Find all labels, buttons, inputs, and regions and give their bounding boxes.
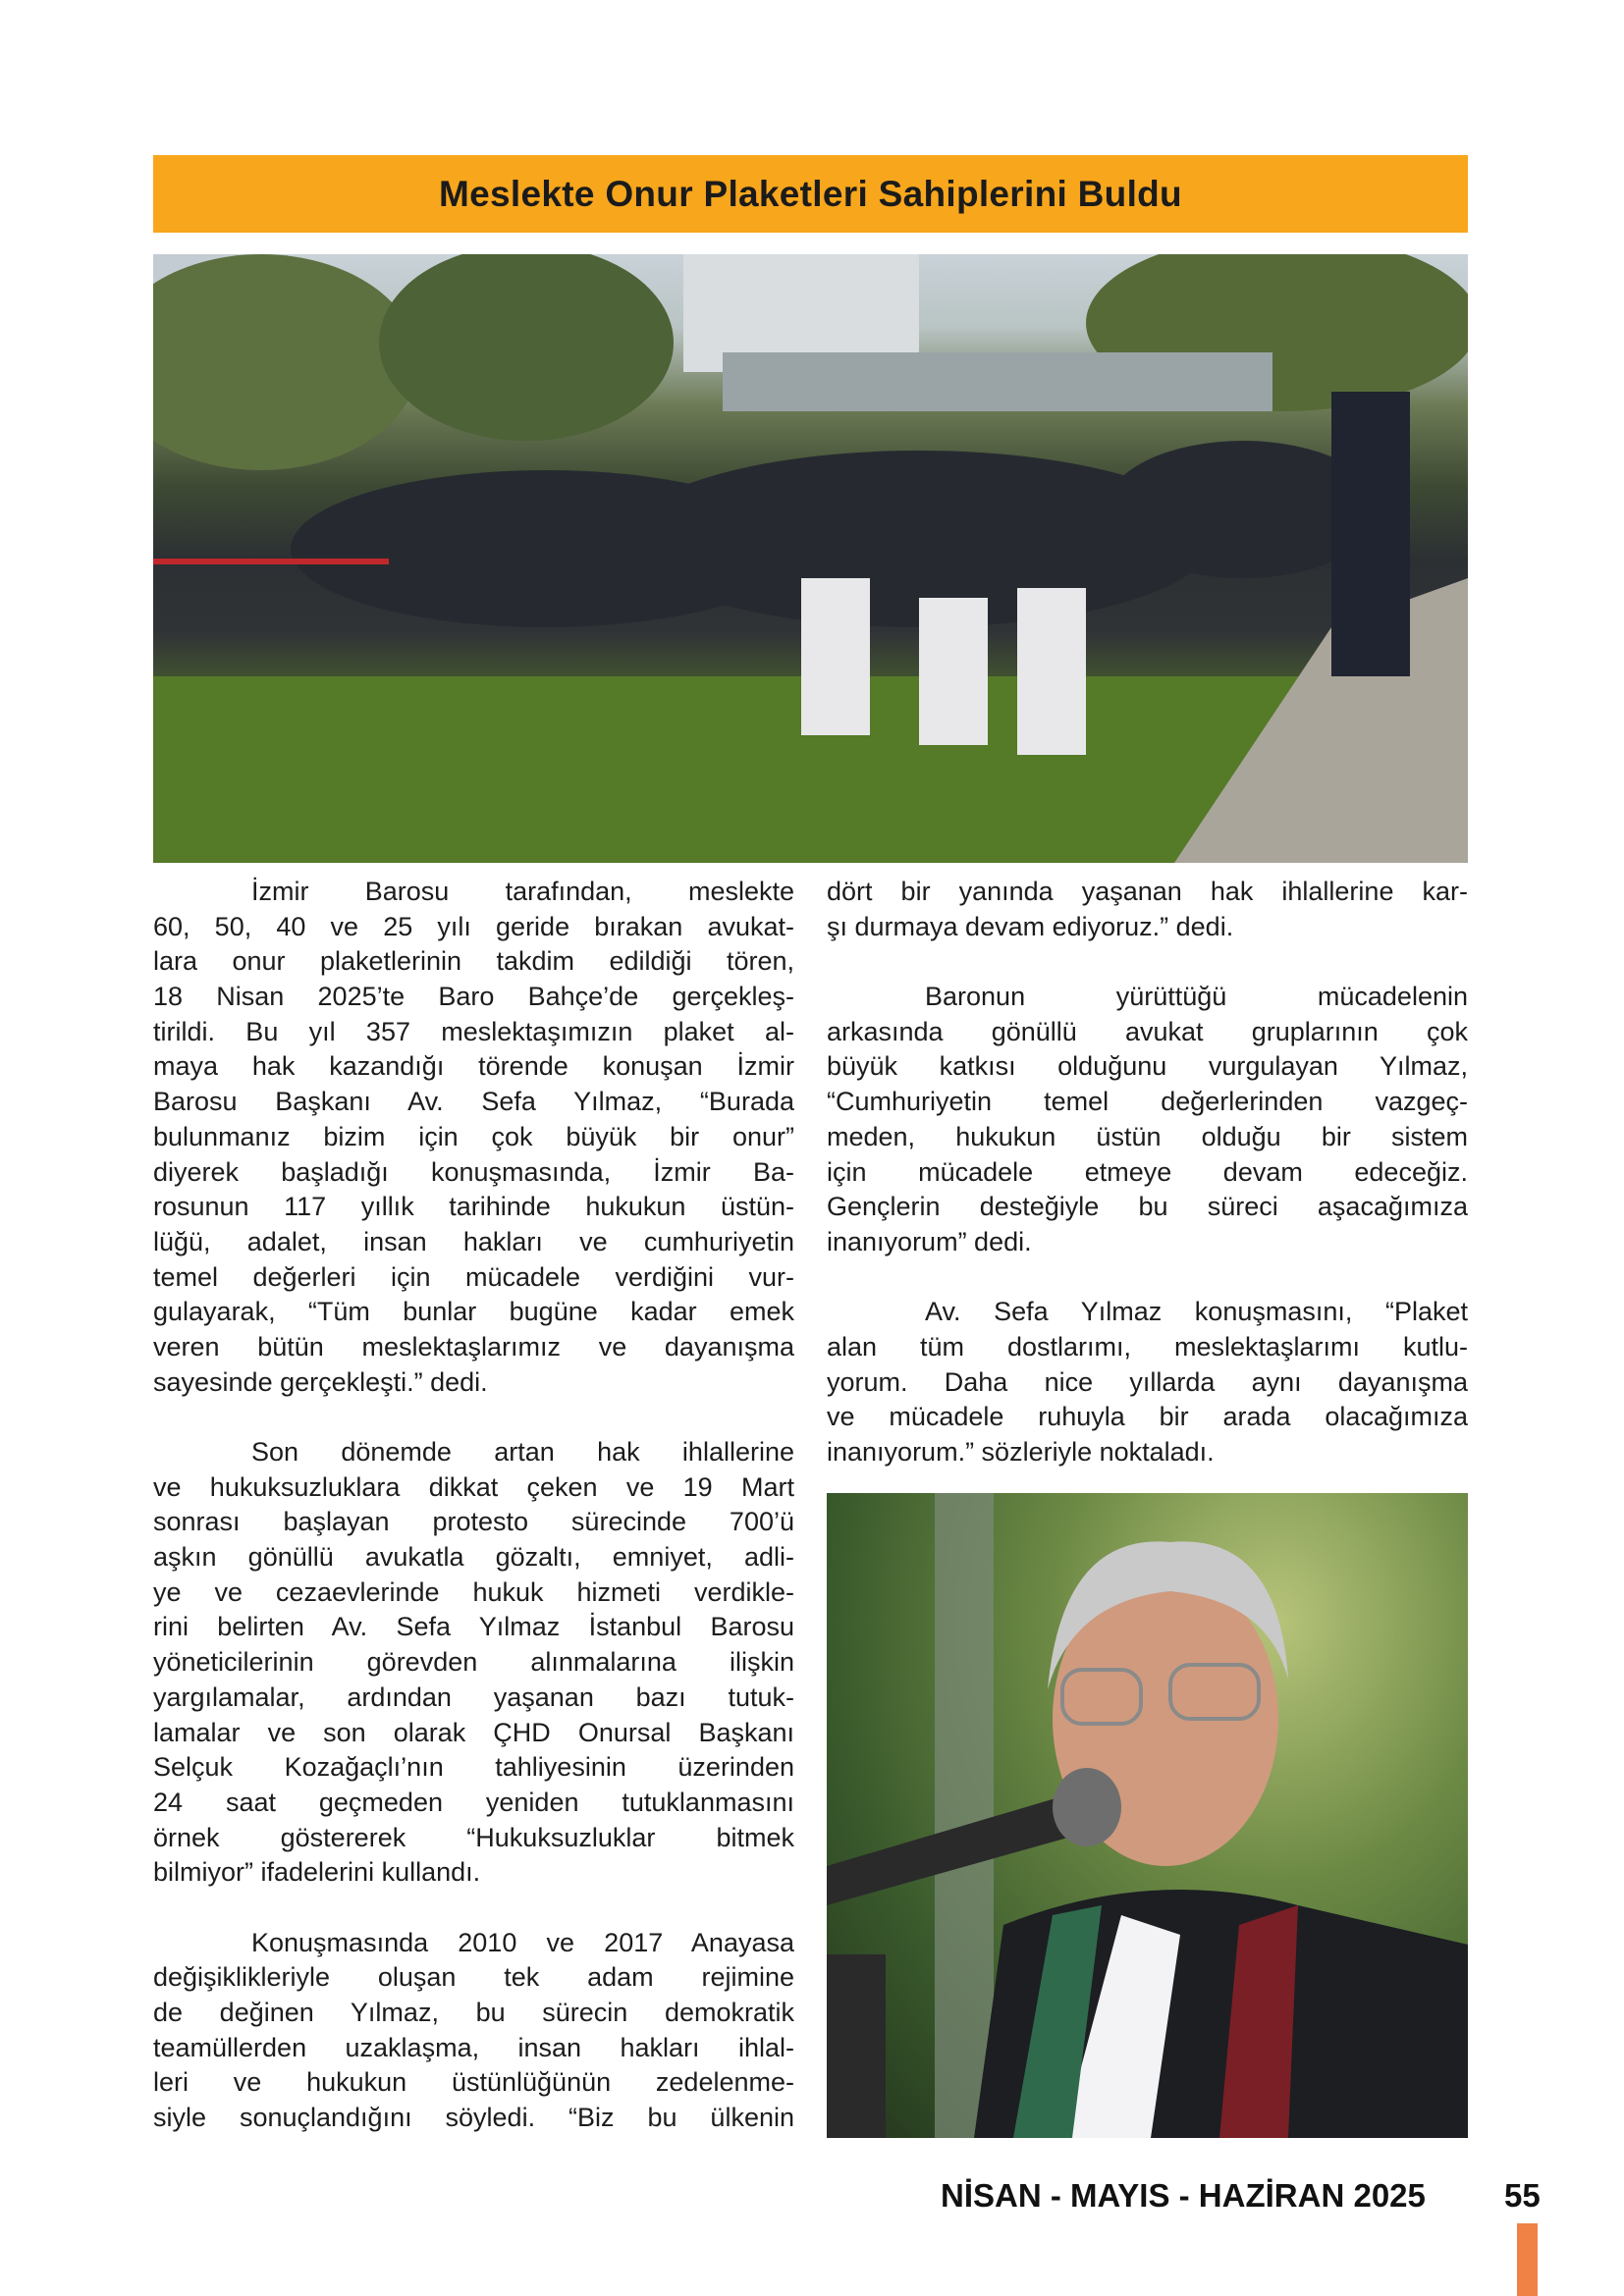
- text-line: maya hak kazandığı törende konuşan İzmir: [153, 1051, 794, 1082]
- crowd-photo-illustration: [153, 254, 1468, 863]
- text-line: sonrası başlayan protesto sürecinde 700’ü: [153, 1507, 794, 1537]
- text-line: meden, hukukun üstün olduğu bir sistem: [827, 1121, 1468, 1151]
- text-line: siyle sonuçlandığını söyledi. “Biz bu ülkenin: [153, 2103, 794, 2133]
- text-line: Gençlerin desteğiyle bu süreci aşacağımıza: [827, 1192, 1468, 1222]
- text-line: bulunmanız bizim için çok büyük bir onur”: [153, 1121, 794, 1151]
- text-line: İzmir Barosu tarafından, meslekte: [251, 877, 794, 906]
- text-line: gulayarak, “Tüm bunlar bugüne kadar emek: [153, 1297, 794, 1327]
- article-title: Meslekte Onur Plaketleri Sahiplerini Buldu: [439, 173, 1182, 214]
- text-line: rosunun 117 yıllık tarihinde hukukun üstün-: [153, 1192, 794, 1222]
- right-text-column: [827, 875, 1468, 1505]
- text-line: için mücadele etmeye devam edeceğiz.: [827, 1156, 1468, 1187]
- text-line: de değinen Yılmaz, bu sürecin demokratik: [153, 1998, 794, 2027]
- text-line: temel değerleri için mücadele verdiğini vur-: [153, 1261, 794, 1292]
- text-line: Konuşmasında 2010 ve 2017 Anayasa: [251, 1927, 794, 1957]
- speaker-portrait-photo: [827, 1493, 1468, 2138]
- paragraph: [827, 875, 1468, 944]
- text-line: sayesinde gerçekleşti.” dedi.: [153, 1366, 488, 1397]
- paragraph: [153, 1435, 794, 1891]
- text-line: değişiklikleriyle oluşan tek adam rejimine: [153, 1962, 794, 1993]
- text-line: yöneticilerinin görevden alınmalarına ilişkin: [153, 1647, 794, 1678]
- text-line: Baronun yürüttüğü mücadelenin: [925, 982, 1468, 1012]
- text-line: bilmiyor” ifadelerini kullandı.: [153, 1857, 481, 1888]
- text-line: Son dönemde artan hak ihlallerine: [251, 1437, 794, 1467]
- text-line: Av. Sefa Yılmaz konuşmasını, “Plaket: [925, 1297, 1468, 1327]
- text-line: lara onur plaketlerinin takdim edildiği tören,: [153, 946, 794, 977]
- text-line: tirildi. Bu yıl 357 meslektaşımızın plaket al-: [153, 1016, 794, 1046]
- text-line: lamalar ve son olarak ÇHD Onursal Başkanı: [153, 1717, 794, 1747]
- text-line: alan tüm dostlarımı, meslektaşlarımı kutlu-: [827, 1331, 1468, 1362]
- paragraph: [153, 875, 794, 1400]
- text-line: yargılamalar, ardından yaşanan bazı tutuk-: [153, 1682, 794, 1712]
- issue-date: NİSAN - MAYIS - HAZİRAN 2025: [941, 2177, 1426, 2214]
- text-line: leri ve hukukun üstünlüğünün zedelenme-: [153, 2067, 794, 2098]
- paragraph: [827, 1295, 1468, 1469]
- text-line: şı durmaya devam ediyoruz.” dedi.: [827, 911, 1234, 941]
- text-line: inanıyorum.” sözleriyle noktaladı.: [827, 1437, 1215, 1467]
- text-line: ve mücadele ruhuyla bir arada olacağımıza: [827, 1402, 1468, 1432]
- text-line: ve hukuksuzluklara dikkat çeken ve 19 Mart: [153, 1471, 794, 1502]
- text-line: teamüllerden uzaklaşma, insan hakları ihlal-: [153, 2032, 794, 2062]
- paragraph: [827, 980, 1468, 1260]
- text-line: Selçuk Kozağaçlı’nın tahliyesinin üzerinden: [153, 1752, 794, 1783]
- text-line: 60, 50, 40 ve 25 yılı geride bırakan avukat-: [153, 911, 794, 941]
- text-line: aşkın gönüllü avukatla gözaltı, emniyet, adli-: [153, 1542, 794, 1573]
- text-line: “Cumhuriyetin temel değerlerinden vazgeç-: [827, 1087, 1468, 1117]
- text-line: inanıyorum” dedi.: [827, 1226, 1032, 1256]
- text-line: veren bütün meslektaşlarımız ve dayanışma: [153, 1331, 794, 1362]
- text-line: arkasında gönüllü avukat gruplarının çok: [827, 1016, 1468, 1046]
- page-accent-bar: [1517, 2223, 1538, 2296]
- text-line: yorum. Daha nice yıllarda aynı dayanışma: [827, 1366, 1468, 1397]
- text-line: lüğü, adalet, insan hakları ve cumhuriyetin: [153, 1226, 794, 1256]
- text-line: örnek göstererek “Hukuksuzluklar bitmek: [153, 1822, 794, 1852]
- page-number: 55: [1504, 2177, 1541, 2214]
- article-title-bar: [153, 155, 1468, 233]
- text-line: Barosu Başkanı Av. Sefa Yılmaz, “Burada: [153, 1087, 794, 1117]
- text-line: dört bir yanında yaşanan hak ihlallerine kar-: [827, 877, 1468, 906]
- text-line: 18 Nisan 2025’te Baro Bahçe’de gerçekleş-: [153, 982, 794, 1012]
- text-line: ye ve cezaevlerinde hukuk hizmeti verdikle-: [153, 1576, 794, 1607]
- ceremony-crowd-photo: [153, 254, 1468, 863]
- text-line: rini belirten Av. Sefa Yılmaz İstanbul Barosu: [153, 1612, 794, 1642]
- left-text-column: [153, 875, 794, 2170]
- text-line: 24 saat geçmeden yeniden tutuklanmasını: [153, 1787, 794, 1817]
- portrait-illustration: [827, 1493, 1468, 2138]
- paragraph: [153, 1926, 794, 2136]
- text-line: büyük katkısı olduğunu vurgulayan Yılmaz,: [827, 1051, 1468, 1082]
- text-line: diyerek başladığı konuşmasında, İzmir Ba-: [153, 1156, 794, 1187]
